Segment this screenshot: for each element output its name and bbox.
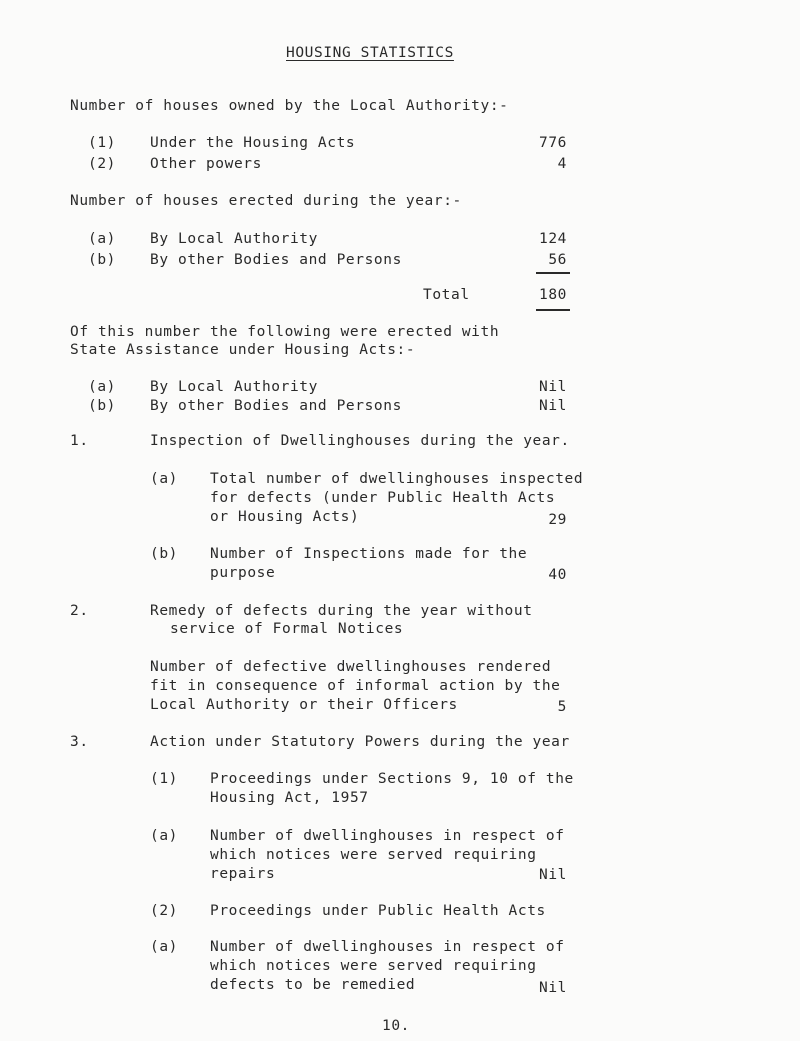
section3-p1-marker: (1) xyxy=(150,771,178,787)
section1-a-text: or Housing Acts) xyxy=(210,509,360,525)
section3-p1-text: Proceedings under Sections 9, 10 of the xyxy=(210,771,574,787)
total-top-rule xyxy=(536,272,570,274)
section3-p2a-text: Number of dwellinghouses in respect of xyxy=(210,939,565,955)
section3-p2a-value: Nil xyxy=(539,980,567,996)
section-number: 2. xyxy=(70,603,89,619)
section3-p2a-marker: (a) xyxy=(150,939,178,955)
section-number: 3. xyxy=(70,734,89,750)
section1-heading: Inspection of Dwellinghouses during the year. xyxy=(150,433,570,449)
section2-heading: service of Formal Notices xyxy=(170,621,404,637)
state-assistance-heading: Of this number the following were erected with xyxy=(70,324,500,340)
section2-heading: Remedy of defects during the year without xyxy=(150,603,533,619)
section1-a-value: 29 xyxy=(548,512,567,528)
owned-item-marker: (2) xyxy=(88,156,116,172)
erected-item-label: By other Bodies and Persons xyxy=(150,252,402,268)
state-item-value: Nil xyxy=(539,379,567,395)
section2-value: 5 xyxy=(557,699,567,715)
erected-item-value: 56 xyxy=(548,252,567,268)
section1-b-marker: (b) xyxy=(150,546,178,562)
section3-p1a-value: Nil xyxy=(539,867,567,883)
section3-p2-marker: (2) xyxy=(150,903,178,919)
state-assistance-heading: State Assistance under Housing Acts:- xyxy=(70,342,416,358)
section3-p2a-text: defects to be remedied xyxy=(210,977,416,993)
owned-item-label: Under the Housing Acts xyxy=(150,135,356,151)
state-item-marker: (b) xyxy=(88,398,116,414)
section-number: 1. xyxy=(70,433,89,449)
total-label: Total xyxy=(423,287,470,303)
erected-item-marker: (a) xyxy=(88,231,116,247)
state-item-label: By other Bodies and Persons xyxy=(150,398,402,414)
owned-item-label: Other powers xyxy=(150,156,262,172)
section1-a-text: for defects (under Public Health Acts xyxy=(210,490,556,506)
erected-item-label: By Local Authority xyxy=(150,231,318,247)
section3-p1a-marker: (a) xyxy=(150,828,178,844)
section3-p1a-text: Number of dwellinghouses in respect of xyxy=(210,828,565,844)
section3-p1a-text: repairs xyxy=(210,866,276,882)
section3-p1a-text: which notices were served requiring xyxy=(210,847,537,863)
section2-text: Number of defective dwellinghouses rendered xyxy=(150,659,552,675)
owned-item-value: 776 xyxy=(539,135,567,151)
state-item-marker: (a) xyxy=(88,379,116,395)
section2-text: fit in consequence of informal action by the xyxy=(150,678,561,694)
erected-item-marker: (b) xyxy=(88,252,116,268)
owned-item-value: 4 xyxy=(557,156,567,172)
total-bottom-rule xyxy=(536,309,570,311)
owned-item-marker: (1) xyxy=(88,135,116,151)
erected-heading: Number of houses erected during the year:- xyxy=(70,193,462,209)
section3-p2a-text: which notices were served requiring xyxy=(210,958,537,974)
section2-text: Local Authority or their Officers xyxy=(150,697,458,713)
erected-item-value: 124 xyxy=(539,231,567,247)
state-item-label: By Local Authority xyxy=(150,379,318,395)
total-value: 180 xyxy=(539,287,567,303)
state-item-value: Nil xyxy=(539,398,567,414)
section3-p2-text: Proceedings under Public Health Acts xyxy=(210,903,546,919)
page-number: 10. xyxy=(382,1018,410,1034)
section1-b-value: 40 xyxy=(548,567,567,583)
section1-b-text: Number of Inspections made for the xyxy=(210,546,528,562)
page-title: HOUSING STATISTICS xyxy=(286,45,454,61)
section3-heading: Action under Statutory Powers during the year xyxy=(150,734,570,750)
section1-b-text: purpose xyxy=(210,565,276,581)
section1-a-marker: (a) xyxy=(150,471,178,487)
owned-heading: Number of houses owned by the Local Authority:- xyxy=(70,98,509,114)
section3-p1-text: Housing Act, 1957 xyxy=(210,790,369,806)
section1-a-text: Total number of dwellinghouses inspected xyxy=(210,471,584,487)
